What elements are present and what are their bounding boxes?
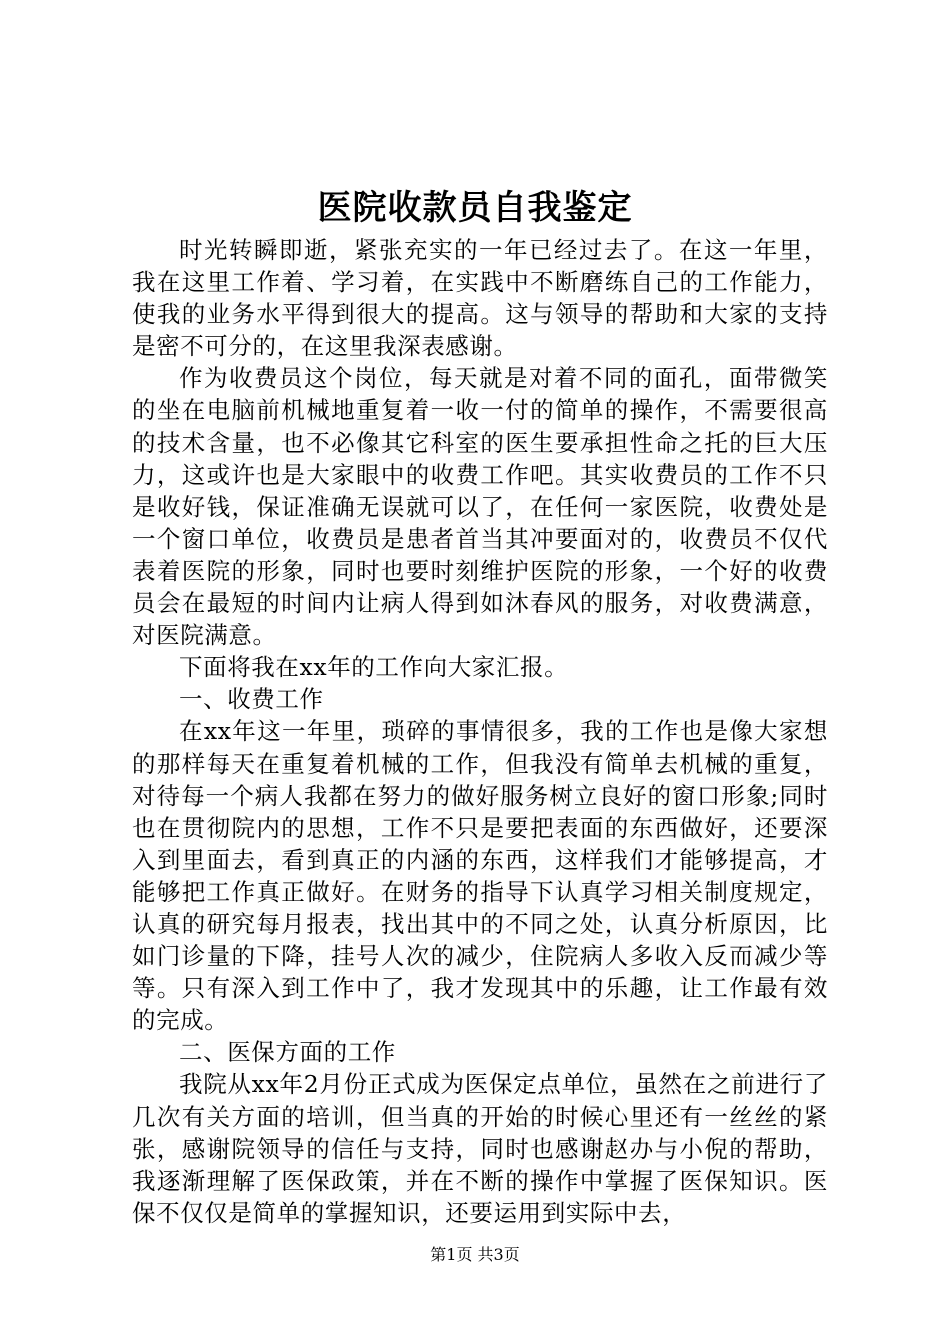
page-footer: 第1页 共3页 [430, 1245, 520, 1264]
paragraph-intro: 时光转瞬即逝，紧张充实的一年已经过去了。在这一年里，我在这里工作着、学习着，在实践中不断磨练自己的工作能力，使我的业务水平得到很大的提高。这与领导的帮助和大家的支持是密不可分的，在这里我深表感谢。 [132, 236, 828, 361]
section-heading-fees: 一、收费工作 [179, 685, 324, 714]
paragraph-report-intro: 下面将我在xx年的工作向大家汇报。 [179, 653, 569, 682]
paragraph-fees-work: 在xx年这一年里，琐碎的事情很多，我的工作也是像大家想的那样每天在重复着机械的工作，但我没有简单去机械的重复，对待每一个病人我都在努力的做好服务树立良好的窗口形象;同时也在贯彻院内的思想，工作不只是要把表面的东西做好，还要深入到里面去，看到真正的内涵的东西，这样我们才能够提高，才能够把工作真正做好。在财务的指导下认真学习相关制度规定，认真的研究每月报表，找出其中的不同之处，认真分析原因，比如门诊量的下降，挂号人次的减少，住院病人多收入反而减少等等。只有深入到工作中了，我才发现其中的乐趣，让工作最有效的完成。 [132, 717, 828, 1035]
document-title: 医院收款员自我鉴定 [317, 188, 633, 228]
paragraph-role: 作为收费员这个岗位，每天就是对着不同的面孔，面带微笑的坐在电脑前机械地重复着一收一付的简单的操作，不需要很高的技术含量，也不必像其它科室的医生要承担性命之托的巨大压力，这或许也是大家眼中的收费工作吧。其实收费员的工作不只是收好钱，保证准确无误就可以了，在任何一家医院，收费处是一个窗口单位，收费员是患者首当其冲要面对的，收费员不仅代表着医院的形象，同时也要时刻维护医院的形象，一个好的收费员会在最短的时间内让病人得到如沐春风的服务，对收费满意，对医院满意。 [132, 364, 828, 650]
document-body [132, 234, 828, 1229]
section-heading-insurance: 二、医保方面的工作 [179, 1038, 396, 1067]
paragraph-insurance-work: 我院从xx年2月份正式成为医保定点单位，虽然在之前进行了几次有关方面的培训，但当真的开始的时候心里还有一丝丝的紧张，感谢院领导的信任与支持，同时也感谢赵办与小倪的帮助，我逐渐理解了医保政策，并在不断的操作中掌握了医保知识。医保不仅仅是简单的掌握知识，还要运用到实际中去， [132, 1070, 828, 1227]
